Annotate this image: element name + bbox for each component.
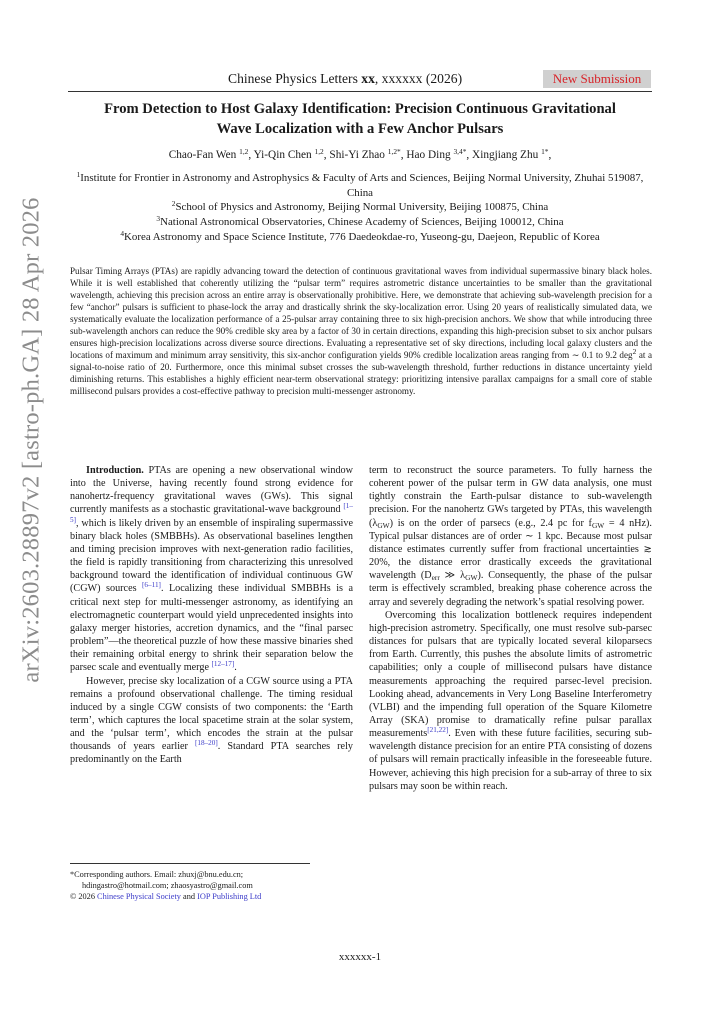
affiliation-text: Korea Astronomy and Space Science Institute, 776 Daedeokdae-ro, Yuseong-gu, Daejeon, Republic of Korea	[124, 230, 600, 243]
paragraph	[369, 609, 652, 793]
footnote-line: hdingastro@hotmail.com; zhaosyastro@gmail.com	[82, 881, 253, 891]
abstract	[70, 265, 652, 398]
author-separator: ,	[466, 149, 473, 161]
publisher-link[interactable]: Chinese Physical Society	[97, 892, 181, 902]
author-separator: ,	[248, 149, 254, 161]
journal-suffix: , xxxxxx (2026)	[374, 71, 463, 86]
citation-link[interactable]: [6–11]	[142, 581, 161, 590]
paragraph	[369, 464, 652, 609]
author-list	[70, 148, 650, 162]
paper-title: From Detection to Host Galaxy Identification: Precision Continuous Gravitational Wave Localization with a Few Anchor Pulsars	[104, 101, 616, 137]
body-text: . Even with these future facilities, securing sub-wavelength distance precision for an entire PTA consisting of dozens of pulsars will remain practically infeasible in the foreseeable future. However, achieving this high precision for a sub-array of three to six pulsars may soon be within reach.	[369, 728, 652, 792]
body-text: .	[234, 662, 237, 674]
affiliation-text: Institute for Frontier in Astronomy and Astrophysics & Faculty of Arts and Sciences, Beijing Normal University, Zhuhai 519087, China	[80, 172, 644, 199]
author-separator: ,	[323, 149, 330, 161]
body-text: = 4 nHz). Typical pulsar distances are of order ∼ 1 kpc. Because most pulsar distance estimates currently suffer from fractional uncertainties ≳ 20%, the distance error drastically exceeds the gravitational wavelength (D	[369, 517, 652, 582]
paragraph	[70, 464, 353, 675]
copyright-text: and	[180, 892, 198, 902]
affiliation-item	[70, 215, 650, 230]
citation-link[interactable]: [18–20]	[195, 739, 218, 748]
affiliation-item	[70, 171, 650, 200]
subscript: err	[431, 573, 440, 583]
abstract-text: Pulsar Timing Arrays (PTAs) are rapidly advancing toward the detection of continuous gravitational waves from individual supermassive binary black holes. While it is well established that coherently utilizing the “pulsar term” requires astrometric distance uncertainties to be smaller than the gravitational wavelength, achieving this precision across an entire array is observationally prohibitive. Here, we demonstrate that achieving sub-wavelength precision for a few “anchor” pulsars is sufficient to phase-lock the array and drastically shrink the sky-localization error. Using 20 years of realistically simulated data, we systematically evaluate the localization performance of a 25-pulsar array containing three to six high-precision anchors. We show that while introducing three sub-wavelength anchors can reduce the 90% credible sky area by a factor of 30 in certain directions, expanding this high-precision subset to six anchor pulsars ensures high-precision localizations across diverse source directions. Evaluating a representative set of sky directions, including local galaxy clusters and the locations of maximum and minimum array sensitivity, this six-anchor configuration yields 90% credible localization areas ranging from ∼ 0.1 to 9.2 deg	[70, 266, 652, 361]
affiliation-item	[70, 230, 650, 245]
body-text: ) is on the order of parsecs (e.g., 2.4 pc for f	[389, 517, 592, 529]
author-name: Shi-Yi Zhao	[329, 149, 388, 161]
body-text: PTAs are opening a new observational window into the Universe, having recently found strong evidence for nanohertz-frequency gravitational waves (GWs). This signal currently manifests as a stochastic gravitational-wave background	[70, 465, 353, 516]
author-affiliation-mark: 1*	[541, 147, 549, 156]
squared-mark: 2	[632, 347, 637, 357]
affiliation-text: National Astronomical Observatories, Chinese Academy of Sciences, Beijing 100012, China	[160, 216, 564, 229]
footnote-line: *Corresponding authors. Email: zhuxj@bnu.edu.cn;	[70, 870, 244, 879]
paragraph	[70, 675, 353, 767]
body-text: . Standard PTA searches rely predominantly on the Earth	[70, 741, 353, 766]
body-text: However, precise sky localization of a CGW source using a PTA remains a profound observational challenge. The timing residual induced by a single CGW consists of two components: the ‘Earth term’, which captures the local spacetime strain at the solar system, and the ‘pulsar term’, which encodes the strain at the pulsar thousands of years earlier	[70, 675, 353, 753]
arxiv-identifier: arXiv:2603.28897v2 [astro-ph.GA] 28 Apr 2026	[18, 197, 46, 683]
left-column	[70, 464, 353, 767]
affiliation-item	[70, 200, 650, 215]
publisher-link[interactable]: IOP Publishing Ltd	[197, 892, 262, 902]
right-column	[369, 464, 652, 793]
footnote-rule	[70, 863, 310, 864]
author-separator: ,	[400, 149, 407, 161]
footnote	[70, 869, 360, 903]
citation-link[interactable]: [21,22]	[427, 726, 449, 735]
citation-link[interactable]: [1–5]	[70, 502, 353, 524]
subscript: GW	[591, 520, 605, 530]
affiliation-mark: 1	[76, 170, 81, 179]
citation-link[interactable]: [12–17]	[211, 660, 235, 669]
affiliation-mark: 2	[171, 199, 176, 209]
section-heading: Introduction.	[86, 465, 144, 476]
body-text: . Localizing these individual SMBBHs is a critical next step for multi-messenger astronomy, as identifying an electromagnetic counterpart would yield unprecedented insights into galaxy merger histories, accretion dynamics, and the “final parsec problem”—the theoretical puzzle of how these massive binaries shed their remaining orbital energy to shrink their separation below the parsec scale and eventually merge	[70, 583, 353, 674]
arxiv-stamp	[6, 160, 58, 720]
affiliation-mark: 4	[120, 228, 125, 238]
author-affiliation-mark: 3,4*	[453, 147, 467, 156]
author-affiliation-mark: 1,2	[239, 147, 249, 156]
affiliation-text: School of Physics and Astronomy, Beijing Normal University, Beijing 100875, China	[175, 201, 549, 214]
affiliation-list	[70, 171, 650, 245]
header-rule	[68, 91, 652, 92]
running-head	[228, 71, 462, 87]
subscript: GW	[377, 520, 390, 530]
body-text: ≫ λ	[439, 570, 466, 582]
body-text: Overcoming this localization bottleneck requires independent high-precision astrometry. Specifically, one must resolve sub-parsec distances for pulsars that are typically located several kiloparsecs from Earth. Currently, this pushes the absolute limits of astrometric capabilities; only a couple of millisecond pulsars have distance measurements approaching the required parsec-level precision. Looking ahead, advancements in Very Long Baseline Interferometry (VLBI) and the impending full operation of the Square Kilometre Array (SKA) promise to dramatically refine pulsar parallax measurements	[369, 609, 652, 740]
abstract-text: at a signal-to-noise ratio of 20. Furthermore, once this minimal subset crosses the sub-wavelength threshold, further reductions in distance uncertainty yield diminishing returns. This establishes a highly efficient near-term observational strategy: prioritizing intensive parallax campaigns for a small core of stable millisecond pulsars provides a cost-effective pathway to precision multi-messenger astronomy.	[70, 350, 652, 397]
author-name: Xingjiang Zhu	[472, 149, 542, 161]
author-name: Chao-Fan Wen	[168, 149, 240, 161]
affiliation-mark: 3	[156, 214, 161, 224]
page-number: xxxxxx-1	[338, 951, 382, 963]
submission-badge: New Submission	[543, 70, 651, 88]
author-name: Yi-Qin Chen	[253, 149, 315, 161]
journal-volume: xx	[361, 71, 375, 86]
subscript: GW	[465, 573, 478, 583]
body-text: , which is likely driven by an ensemble of inspiraling supermassive binary black holes (SMBBHs). As observational baselines lengthen and timing precision improves with next-generation radio facilities, the field is rapidly transitioning from characterizing this unresolved background toward the identification of individual continuous GW (CGW) sources	[70, 517, 353, 595]
body-text: ). Consequently, the phase of the pulsar term is effectively scrambled, breaking phase coherence across the array and severely degrading the network’s spatial resolving power.	[369, 570, 652, 608]
copyright-line	[70, 891, 360, 902]
body-text: term to reconstruct the source parameters. To fully harness the coherent power of the pulsar term in GW data analysis, one must tightly constrain the Earth-pulsar distance to sub-wavelength precision. For the nanohertz GWs targeted by PTAs, this wavelength (λ	[369, 465, 652, 529]
author-affiliation-mark: 1,2*	[387, 147, 401, 156]
author-affiliation-mark: 1,2	[314, 147, 324, 156]
journal-prefix: Chinese Physics Letters	[228, 71, 362, 86]
author-separator: ,	[548, 149, 552, 161]
copyright-text: © 2026	[70, 892, 98, 902]
author-name: Hao Ding	[406, 149, 454, 161]
